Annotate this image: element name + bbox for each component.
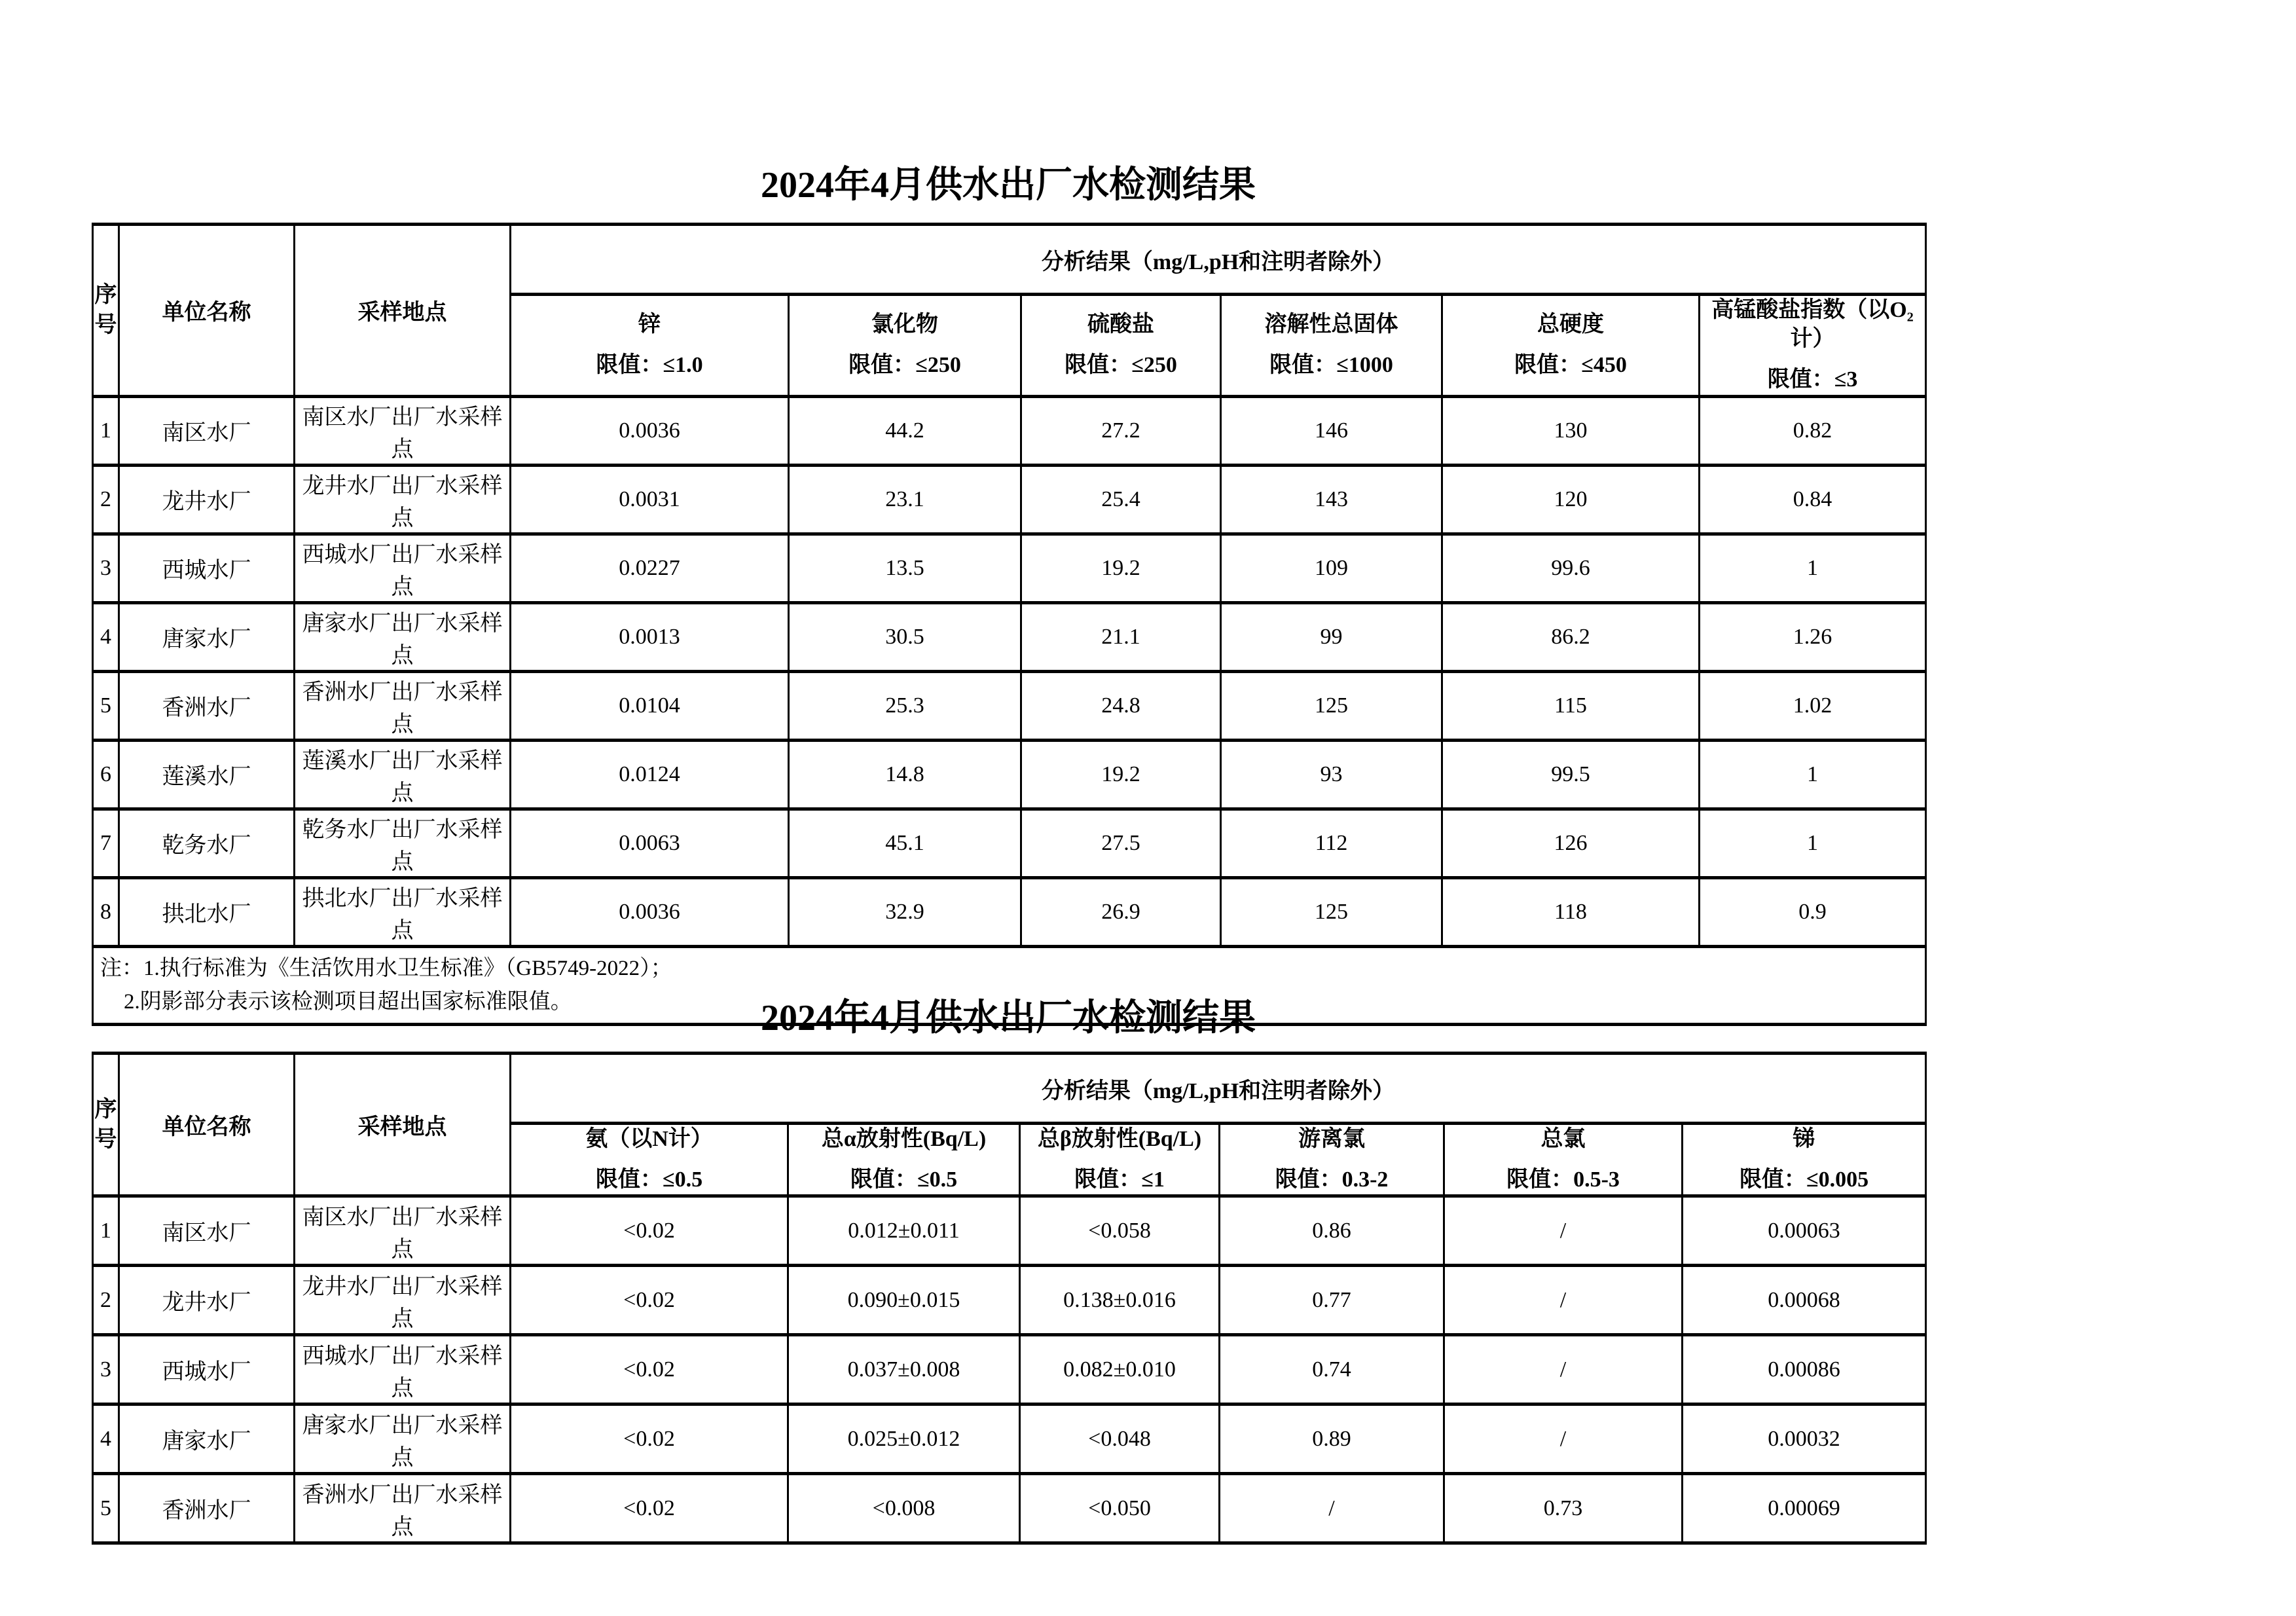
table2-header-row-top bbox=[93, 1054, 1926, 1124]
value-cell-2: 32.9 bbox=[789, 877, 1021, 946]
param-limit: 限值：≤0.5 bbox=[850, 1167, 958, 1192]
table2-body bbox=[93, 1196, 1926, 1543]
seq-cell: 1 bbox=[93, 396, 119, 465]
unit-name-cell: 西城水厂 bbox=[119, 534, 295, 602]
param-header-tds bbox=[1221, 295, 1442, 397]
param-name: 总α放射性(Bq/L) bbox=[821, 1127, 987, 1151]
value-cell-3: 19.2 bbox=[1021, 740, 1221, 809]
unit-name-cell: 南区水厂 bbox=[119, 1196, 295, 1266]
value-cell-5: / bbox=[1444, 1335, 1683, 1405]
param-name: 氯化物 bbox=[871, 312, 938, 337]
value-cell-3: 24.8 bbox=[1021, 671, 1221, 740]
value-cell-1: 0.0036 bbox=[511, 877, 789, 946]
value-cell-5: 126 bbox=[1442, 809, 1700, 877]
table-row bbox=[93, 877, 1926, 946]
value-cell-6: 0.00068 bbox=[1683, 1266, 1926, 1335]
value-cell-5: 120 bbox=[1442, 465, 1700, 534]
sampling-location-cell: 西城水厂出厂水采样点 bbox=[295, 534, 511, 602]
value-cell-2: 0.090±0.015 bbox=[788, 1266, 1020, 1335]
value-cell-4: 0.74 bbox=[1220, 1335, 1444, 1405]
value-cell-1: <0.02 bbox=[511, 1405, 788, 1474]
value-cell-6: 1.26 bbox=[1700, 602, 1926, 671]
value-cell-1: <0.02 bbox=[511, 1474, 788, 1543]
param-header-zinc bbox=[511, 295, 789, 397]
value-cell-3: 27.5 bbox=[1021, 809, 1221, 877]
value-cell-3: 26.9 bbox=[1021, 877, 1221, 946]
unit-name-cell: 香洲水厂 bbox=[119, 1474, 295, 1543]
value-cell-6: 1 bbox=[1700, 534, 1926, 602]
value-cell-2: 0.012±0.011 bbox=[788, 1196, 1020, 1266]
seq-cell: 5 bbox=[93, 671, 119, 740]
value-cell-4: / bbox=[1220, 1474, 1444, 1543]
param-name: 总硬度 bbox=[1537, 312, 1604, 337]
value-cell-2: 45.1 bbox=[789, 809, 1021, 877]
table-row bbox=[93, 396, 1926, 465]
table-row bbox=[93, 465, 1926, 534]
value-cell-2: <0.008 bbox=[788, 1474, 1020, 1543]
value-cell-4: 93 bbox=[1221, 740, 1442, 809]
seq-cell: 8 bbox=[93, 877, 119, 946]
value-cell-5: 86.2 bbox=[1442, 602, 1700, 671]
value-cell-2: 23.1 bbox=[789, 465, 1021, 534]
page-title-table2: 2024年4月供水出厂水检测结果 bbox=[761, 998, 1256, 1038]
sampling-location-cell: 唐家水厂出厂水采样点 bbox=[295, 1405, 511, 1474]
param-name: 游离氯 bbox=[1298, 1127, 1365, 1151]
param-header-total-chlorine bbox=[1444, 1124, 1683, 1196]
value-cell-6: 0.00032 bbox=[1683, 1405, 1926, 1474]
value-cell-3: 19.2 bbox=[1021, 534, 1221, 602]
param-name: 锌 bbox=[638, 312, 661, 337]
sampling-location-cell: 龙井水厂出厂水采样点 bbox=[295, 1266, 511, 1335]
unit-name-cell: 龙井水厂 bbox=[119, 465, 295, 534]
param-limit: 限值：≤3 bbox=[1767, 367, 1858, 392]
value-cell-6: 0.82 bbox=[1700, 396, 1926, 465]
note-line-2: 2.阴影部分表示该检测项目超出国家标准限值。 bbox=[124, 989, 572, 1014]
table-row bbox=[93, 1196, 1926, 1266]
value-cell-2: 0.037±0.008 bbox=[788, 1335, 1020, 1405]
table-row bbox=[93, 1405, 1926, 1474]
seq-cell: 3 bbox=[93, 534, 119, 602]
value-cell-2: 30.5 bbox=[789, 602, 1021, 671]
water-test-table-2 bbox=[92, 1052, 1927, 1545]
value-cell-4: 125 bbox=[1221, 877, 1442, 946]
sampling-location-cell: 南区水厂出厂水采样点 bbox=[295, 396, 511, 465]
value-cell-6: 1 bbox=[1700, 740, 1926, 809]
unit-name-cell: 拱北水厂 bbox=[119, 877, 295, 946]
note-line-1: 注：1.执行标准为《生活饮用水卫生标准》（GB5749-2022）； bbox=[100, 956, 672, 980]
value-cell-4: 125 bbox=[1221, 671, 1442, 740]
seq-cell: 2 bbox=[93, 1266, 119, 1335]
value-cell-6: 1 bbox=[1700, 809, 1926, 877]
table-row bbox=[93, 1474, 1926, 1543]
seq-cell: 1 bbox=[93, 1196, 119, 1266]
param-limit: 限值：≤0.005 bbox=[1739, 1167, 1869, 1192]
param-header-permanganate-index bbox=[1700, 295, 1926, 397]
param-limit: 限值：≤250 bbox=[1065, 353, 1177, 378]
value-cell-3: 25.4 bbox=[1021, 465, 1221, 534]
unit-name-column-header: 单位名称 bbox=[119, 225, 295, 397]
param-name: 硫酸盐 bbox=[1087, 312, 1154, 337]
param-name: 锑 bbox=[1793, 1127, 1815, 1151]
table1-body bbox=[93, 396, 1926, 946]
table-row bbox=[93, 740, 1926, 809]
param-header-total-hardness bbox=[1442, 295, 1700, 397]
param-header-sulfate bbox=[1021, 295, 1221, 397]
param-header-gross-beta bbox=[1020, 1124, 1220, 1196]
value-cell-4: 112 bbox=[1221, 809, 1442, 877]
param-name: 总氯 bbox=[1540, 1127, 1586, 1151]
value-cell-2: 25.3 bbox=[789, 671, 1021, 740]
analysis-result-group-header: 分析结果（mg/L,pH和注明者除外） bbox=[511, 225, 1926, 295]
value-cell-1: 0.0124 bbox=[511, 740, 789, 809]
param-limit: 限值：0.5-3 bbox=[1506, 1167, 1620, 1192]
param-header-antimony bbox=[1683, 1124, 1926, 1196]
value-cell-3: <0.048 bbox=[1020, 1405, 1220, 1474]
sampling-location-cell: 香洲水厂出厂水采样点 bbox=[295, 1474, 511, 1543]
table-row bbox=[93, 1335, 1926, 1405]
analysis-result-group-header: 分析结果（mg/L,pH和注明者除外） bbox=[511, 1054, 1926, 1124]
value-cell-5: / bbox=[1444, 1405, 1683, 1474]
value-cell-4: 109 bbox=[1221, 534, 1442, 602]
seq-cell: 2 bbox=[93, 465, 119, 534]
value-cell-1: 0.0227 bbox=[511, 534, 789, 602]
value-cell-1: 0.0063 bbox=[511, 809, 789, 877]
sampling-location-cell: 唐家水厂出厂水采样点 bbox=[295, 602, 511, 671]
value-cell-1: 0.0013 bbox=[511, 602, 789, 671]
param-limit: 限值：≤450 bbox=[1514, 353, 1627, 378]
sampling-location-cell: 龙井水厂出厂水采样点 bbox=[295, 465, 511, 534]
page-title-table1: 2024年4月供水出厂水检测结果 bbox=[761, 165, 1256, 206]
param-limit: 限值：≤0.5 bbox=[595, 1167, 703, 1192]
seq-cell: 4 bbox=[93, 1405, 119, 1474]
param-name: 氨（以N计） bbox=[585, 1127, 713, 1151]
param-header-chloride bbox=[789, 295, 1021, 397]
param-header-ammonia bbox=[511, 1124, 788, 1196]
value-cell-3: 27.2 bbox=[1021, 396, 1221, 465]
value-cell-4: 0.89 bbox=[1220, 1405, 1444, 1474]
value-cell-4: 143 bbox=[1221, 465, 1442, 534]
value-cell-6: 1.02 bbox=[1700, 671, 1926, 740]
value-cell-3: <0.058 bbox=[1020, 1196, 1220, 1266]
value-cell-6: 0.00086 bbox=[1683, 1335, 1926, 1405]
seq-cell: 5 bbox=[93, 1474, 119, 1543]
sampling-location-cell: 香洲水厂出厂水采样点 bbox=[295, 671, 511, 740]
value-cell-3: 21.1 bbox=[1021, 602, 1221, 671]
value-cell-4: 99 bbox=[1221, 602, 1442, 671]
param-header-free-chlorine bbox=[1220, 1124, 1444, 1196]
unit-name-cell: 莲溪水厂 bbox=[119, 740, 295, 809]
seq-cell: 3 bbox=[93, 1335, 119, 1405]
param-limit: 限值：0.3-2 bbox=[1275, 1167, 1389, 1192]
sampling-location-cell: 拱北水厂出厂水采样点 bbox=[295, 877, 511, 946]
value-cell-4: 0.77 bbox=[1220, 1266, 1444, 1335]
value-cell-5: 99.5 bbox=[1442, 740, 1700, 809]
param-header-gross-alpha bbox=[788, 1124, 1020, 1196]
sampling-location-cell: 莲溪水厂出厂水采样点 bbox=[295, 740, 511, 809]
value-cell-1: 0.0036 bbox=[511, 396, 789, 465]
unit-name-cell: 唐家水厂 bbox=[119, 1405, 295, 1474]
param-name: 总β放射性(Bq/L) bbox=[1037, 1127, 1202, 1151]
seq-column-header: 序号 bbox=[93, 1054, 119, 1196]
value-cell-3: 0.082±0.010 bbox=[1020, 1335, 1220, 1405]
seq-cell: 6 bbox=[93, 740, 119, 809]
sampling-location-cell: 乾务水厂出厂水采样点 bbox=[295, 809, 511, 877]
value-cell-2: 0.025±0.012 bbox=[788, 1405, 1020, 1474]
seq-cell: 7 bbox=[93, 809, 119, 877]
value-cell-3: 0.138±0.016 bbox=[1020, 1266, 1220, 1335]
param-limit: 限值：≤1000 bbox=[1269, 353, 1393, 378]
unit-name-cell: 南区水厂 bbox=[119, 396, 295, 465]
param-name: 溶解性总固体 bbox=[1264, 312, 1398, 337]
unit-name-cell: 西城水厂 bbox=[119, 1335, 295, 1405]
value-cell-5: 99.6 bbox=[1442, 534, 1700, 602]
value-cell-1: 0.0031 bbox=[511, 465, 789, 534]
param-limit: 限值：≤1 bbox=[1074, 1167, 1165, 1192]
value-cell-5: / bbox=[1444, 1196, 1683, 1266]
value-cell-1: 0.0104 bbox=[511, 671, 789, 740]
value-cell-2: 14.8 bbox=[789, 740, 1021, 809]
table-row bbox=[93, 1266, 1926, 1335]
value-cell-6: 0.9 bbox=[1700, 877, 1926, 946]
table-row bbox=[93, 671, 1926, 740]
table1-header-row-top bbox=[93, 225, 1926, 295]
value-cell-5: 0.73 bbox=[1444, 1474, 1683, 1543]
value-cell-5: 130 bbox=[1442, 396, 1700, 465]
unit-name-cell: 龙井水厂 bbox=[119, 1266, 295, 1335]
unit-name-cell: 乾务水厂 bbox=[119, 809, 295, 877]
sampling-location-column-header: 采样地点 bbox=[295, 225, 511, 397]
value-cell-1: <0.02 bbox=[511, 1266, 788, 1335]
value-cell-1: <0.02 bbox=[511, 1196, 788, 1266]
water-test-table-1 bbox=[92, 223, 1927, 1026]
value-cell-4: 146 bbox=[1221, 396, 1442, 465]
value-cell-5: 115 bbox=[1442, 671, 1700, 740]
table-row bbox=[93, 534, 1926, 602]
param-limit: 限值：≤250 bbox=[848, 353, 961, 378]
value-cell-3: <0.050 bbox=[1020, 1474, 1220, 1543]
value-cell-5: / bbox=[1444, 1266, 1683, 1335]
sampling-location-cell: 西城水厂出厂水采样点 bbox=[295, 1335, 511, 1405]
unit-name-column-header: 单位名称 bbox=[119, 1054, 295, 1196]
param-limit: 限值：≤1.0 bbox=[596, 353, 703, 378]
value-cell-2: 44.2 bbox=[789, 396, 1021, 465]
seq-column-header: 序号 bbox=[93, 225, 119, 397]
param-name: 高锰酸盐指数（以O₂计） bbox=[1711, 298, 1914, 352]
value-cell-6: 0.84 bbox=[1700, 465, 1926, 534]
unit-name-cell: 唐家水厂 bbox=[119, 602, 295, 671]
sampling-location-column-header: 采样地点 bbox=[295, 1054, 511, 1196]
table-row bbox=[93, 809, 1926, 877]
seq-cell: 4 bbox=[93, 602, 119, 671]
value-cell-5: 118 bbox=[1442, 877, 1700, 946]
unit-name-cell: 香洲水厂 bbox=[119, 671, 295, 740]
table-row bbox=[93, 602, 1926, 671]
value-cell-6: 0.00063 bbox=[1683, 1196, 1926, 1266]
value-cell-2: 13.5 bbox=[789, 534, 1021, 602]
value-cell-6: 0.00069 bbox=[1683, 1474, 1926, 1543]
value-cell-1: <0.02 bbox=[511, 1335, 788, 1405]
sampling-location-cell: 南区水厂出厂水采样点 bbox=[295, 1196, 511, 1266]
value-cell-4: 0.86 bbox=[1220, 1196, 1444, 1266]
